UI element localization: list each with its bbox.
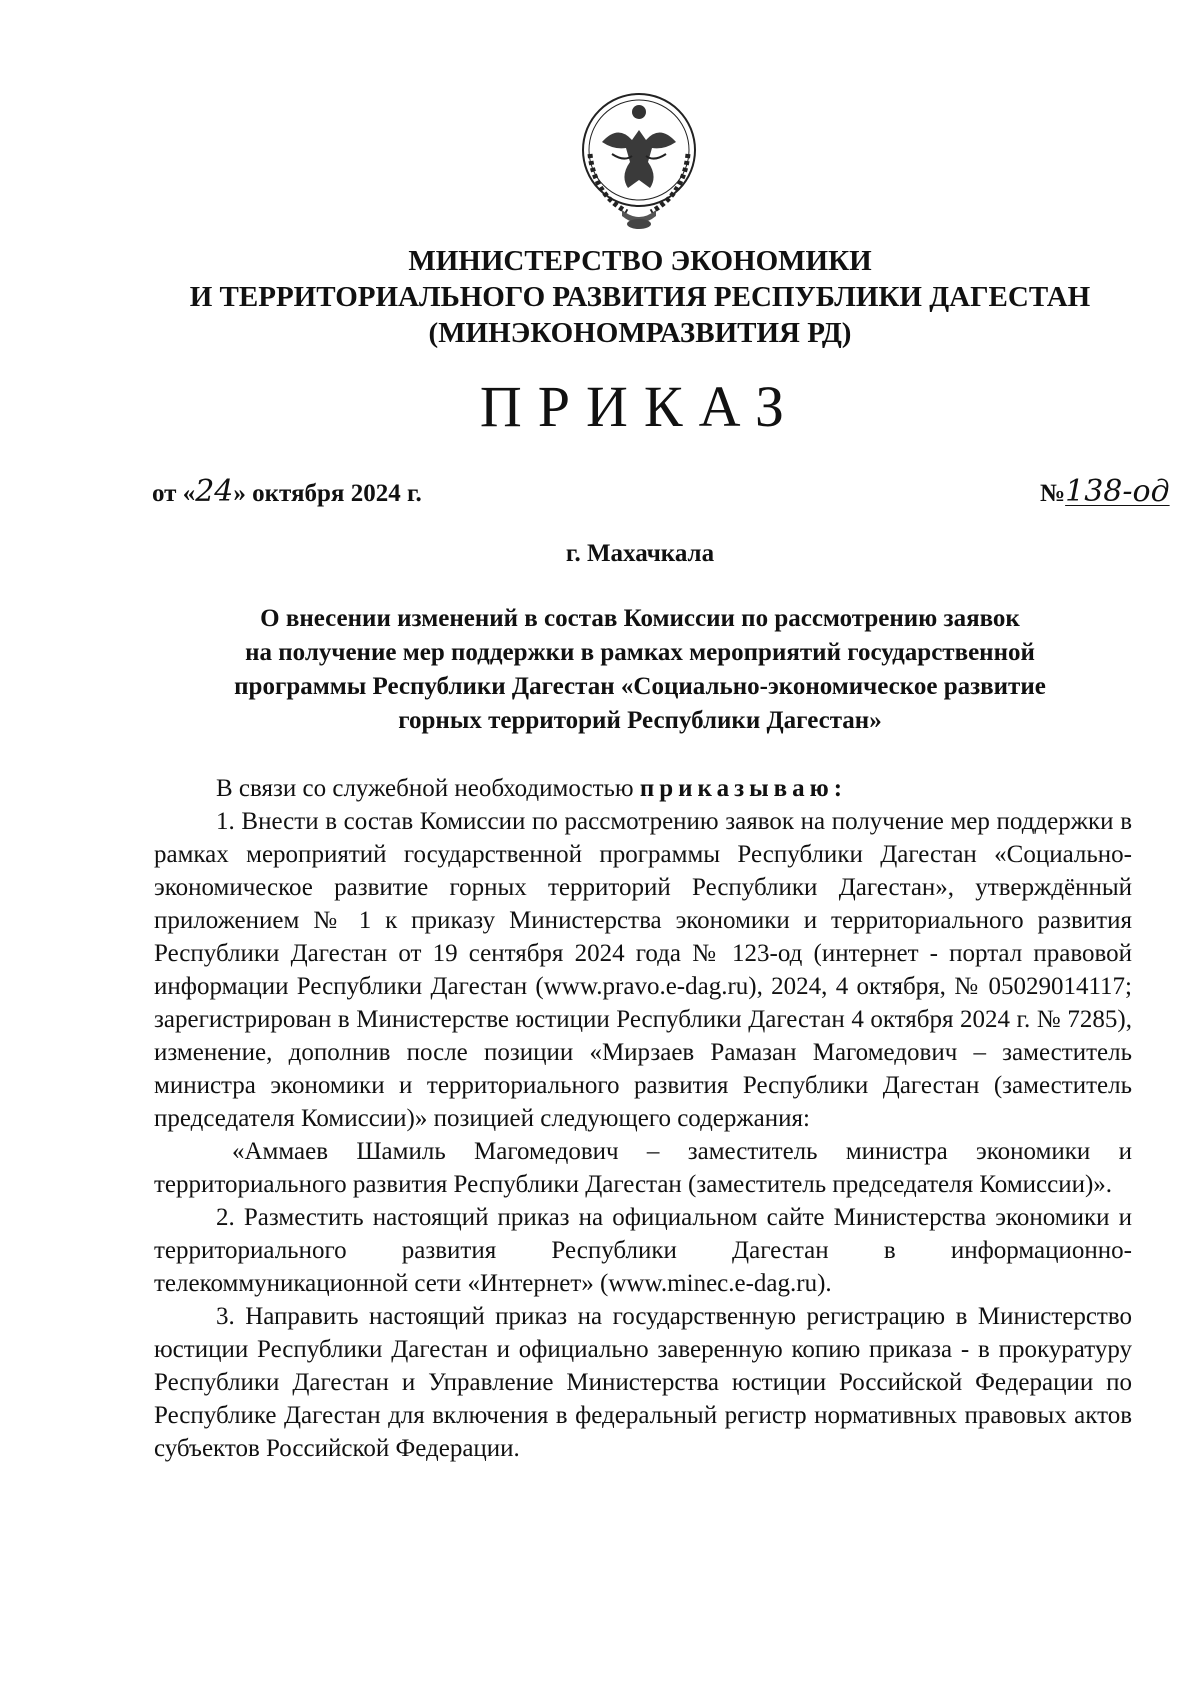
document-type-title: ПРИКАЗ [479, 374, 801, 439]
date-prefix: от « [152, 480, 196, 507]
number-label: № [1040, 480, 1066, 507]
subject-line-2: на получение мер поддержки в рамках мероприятий государственной [245, 639, 1035, 666]
item-2-paragraph: 2. Разместить настоящий приказ на официальном сайте Министерства экономики и территориального развития Республики Дагестан в информационно-телекоммуникационной сети «Интернет» (www.minec.e-dag.ru). [154, 1204, 1132, 1297]
date-suffix: » октября 2024 г. [233, 480, 422, 507]
number-value-handwritten: 138-од [1065, 474, 1170, 509]
item-1-paragraph: 1. Внести в состав Комиссии по рассмотрению заявок на получение мер поддержки в рамках мероприятий государственной программы Республики Дагестан «Социально-экономическое развитие горных территорий Республики Дагестан», утверждённый приложением № 1 к приказу Министерства экономики и территориального развития Республики Дагестан от 19 сентября 2024 года № 123-од (интернет - портал правовой информации Республики Дагестан (www.pravo.e-dag.ru), 2024, 4 октября, № 05029014117; зарегистрирован в Министерстве юстиции Республики Дагестан 4 октября 2024 г. № 7285), изменение, дополнив после позиции «Мирзаев Рамазан Магомедович – заместитель министра экономики и территориального развития Республики Дагестан (заместитель председателя Комиссии)» позицией следующего содержания: [154, 808, 1132, 1132]
item-1-quote-paragraph: «Аммаев Шамиль Магомедович – заместитель министра экономики и территориального развития Республики Дагестан (заместитель председателя Комиссии)». [154, 1138, 1132, 1198]
document-date [152, 474, 422, 509]
subject-line-1: О внесении изменений в состав Комиссии по рассмотрению заявок [260, 605, 1020, 632]
document-body [154, 772, 1132, 1465]
subject-line-3: программы Республики Дагестан «Социально-экономическое развитие [234, 673, 1046, 700]
intro-colon: : [833, 775, 843, 802]
order-keyword: приказываю [639, 775, 834, 802]
item-3-paragraph: 3. Направить настоящий приказ на государственную регистрацию в Министерство юстиции Республики Дагестан и официально заверенную копию приказа - в прокуратуру Республики Дагестан и Управление Министерства юстиции Российской Федерации по Республике Дагестан для включения в федеральный регистр нормативных правовых актов субъектов Российской Федерации. [154, 1303, 1132, 1462]
intro-paragraph [154, 772, 1132, 805]
document-number [1040, 474, 1170, 509]
document-subject [180, 602, 1100, 738]
ministry-abbreviation: (МИНЭКОНОМРАЗВИТИЯ РД) [428, 317, 852, 349]
dagestan-coat-of-arms-icon [572, 84, 706, 234]
date-day-handwritten: 24 [195, 474, 234, 509]
ministry-header [150, 243, 1130, 351]
subject-line-4: горных территорий Республики Дагестан» [398, 707, 882, 734]
intro-text: В связи со служебной необходимостью [216, 775, 640, 802]
document-city: г. Махачкала [565, 540, 715, 567]
ministry-name-line-1: МИНИСТЕРСТВО ЭКОНОМИКИ [408, 245, 872, 277]
ministry-name-line-2: И ТЕРРИТОРИАЛЬНОГО РАЗВИТИЯ РЕСПУБЛИКИ ДАГЕСТАН [189, 281, 1091, 313]
